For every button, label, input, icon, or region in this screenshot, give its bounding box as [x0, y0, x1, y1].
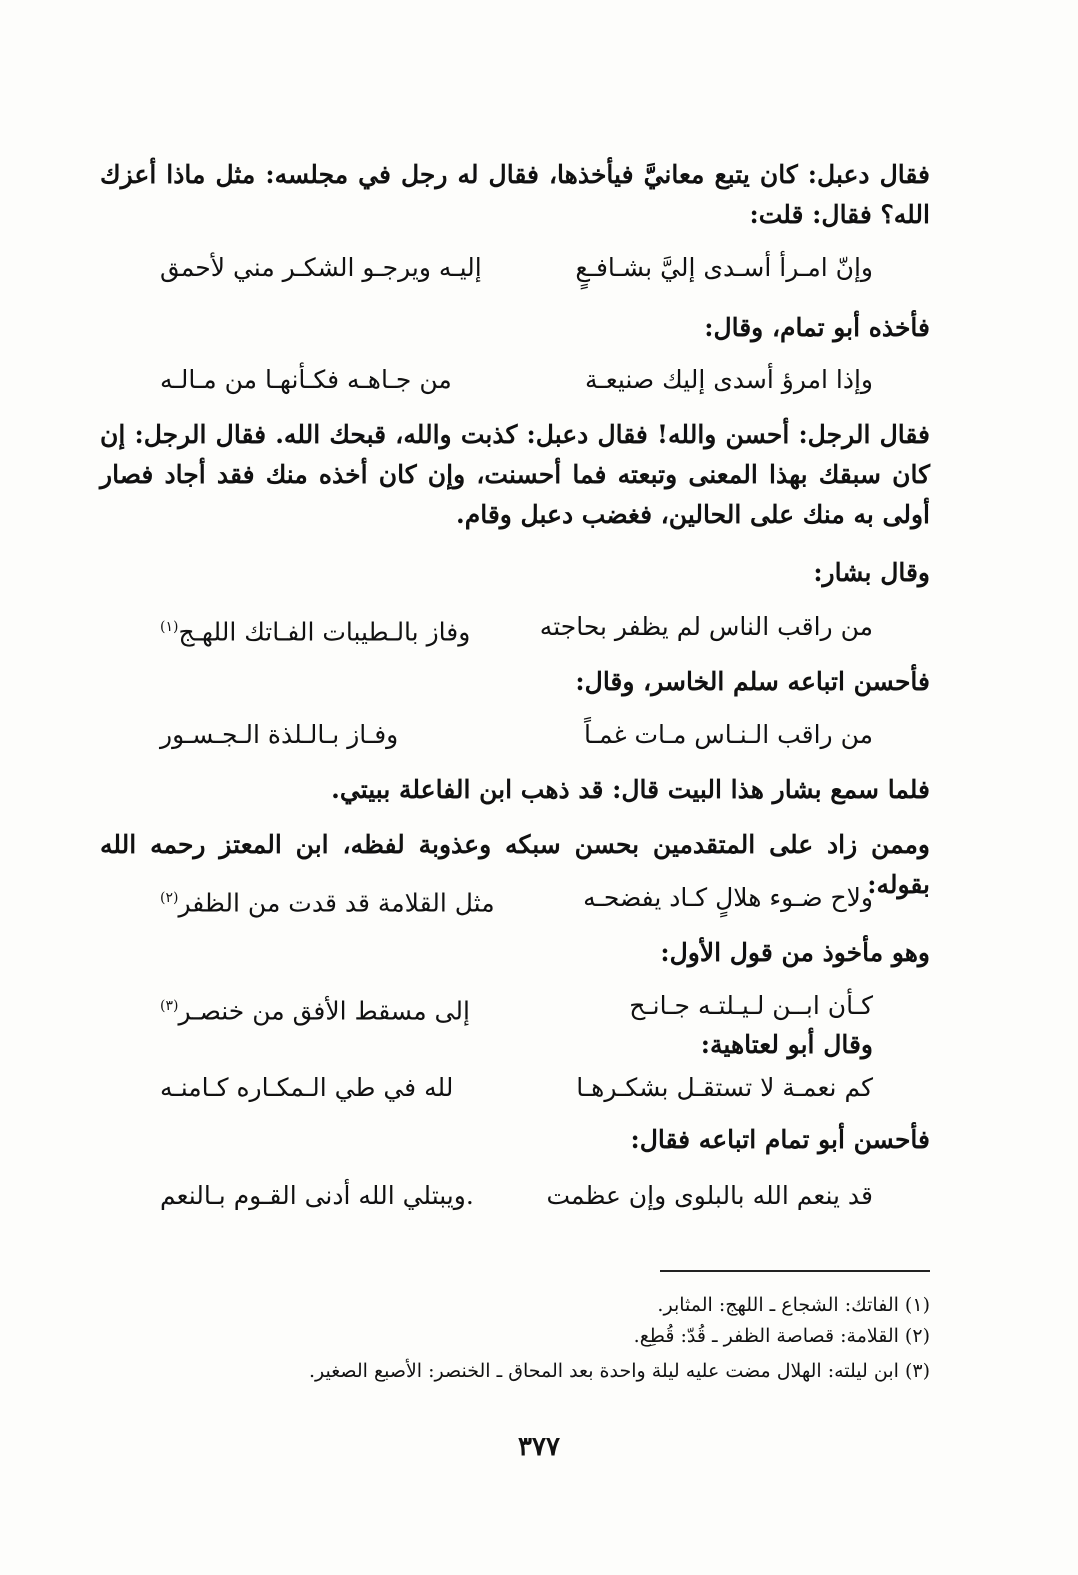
page-number: ٣٧٧	[518, 1432, 560, 1462]
paragraph: وقال أبو لعتاهية:	[700, 1030, 873, 1059]
paragraph: فأخذه أبو تمام، وقال:	[704, 313, 930, 342]
verse-second-hemistich: .ويبتلي الله أدنى القـوم بـالنعم	[160, 1181, 474, 1210]
verse-line	[160, 715, 873, 755]
paragraph: فقال دعبل: كان يتبع معانيَّ فيأخذها، فقال له رجل في مجلسه: مثل ماذا أعزك الله؟ فقال: قلت:	[100, 160, 930, 229]
verse-first-hemistich: وإنّ امـرأ أسـدى إليَّ بشـافـعٍ	[575, 253, 873, 282]
verse-second-hemistich: مثل القلامة قد قدت من الظفر$^{(٢)}$	[160, 888, 495, 918]
verse-first-hemistich: من راقب الناس لم يظفر بحاجته	[539, 612, 873, 641]
verse-line	[160, 878, 873, 918]
verse-line	[160, 248, 873, 288]
paragraph: فقال الرجل: أحسن والله! فقال دعبل: كذبت والله، قبحك الله. فقال الرجل: إن كان سبقك بهذا المعنى وتبعته فما أحسنت، وإن كان أخذه منك فقد أجاد فصار أولى به منك على الحالين، فغضب دعبل وقام.	[100, 420, 930, 529]
verse-second-hemistich: من جـاهـه فكـأنهـا من مـالـه	[160, 365, 452, 394]
verse-first-hemistich: من راقب الـنـاس مـات غمـاً	[584, 720, 873, 749]
verse-line	[160, 1068, 873, 1108]
verse-second-hemistich: وفاز بالـطيبات الفـاتك اللهـج$^{(١)}$	[160, 617, 471, 647]
paragraph: وممن زاد على المتقدمين بحسن سبكه وعذوبة لفظه، ابن المعتز رحمه الله بقوله:	[100, 830, 930, 899]
verse-second-hemistich: وفـاز بـالـلذة الـجـسـور	[160, 720, 399, 749]
verse-line	[160, 986, 873, 1026]
paragraph: فأحسن أبو تمام اتباعه فقال:	[630, 1125, 930, 1154]
footnote-ref: (٢)	[160, 890, 179, 906]
verse-line	[160, 360, 873, 400]
verse-second-hemistich: إلى مسقط الأفق من خنصـر$^{(٣)}$	[160, 996, 470, 1026]
paragraph: فأحسن اتباعه سلم الخاسر، وقال:	[575, 667, 930, 696]
footnote: (٢) القلامة: قصاصة الظفر ـ قُدّ: قُطِع.	[633, 1325, 930, 1347]
paragraph: فلما سمع بشار هذا البيت قال: قد ذهب ابن الفاعلة ببيتي.	[331, 775, 930, 804]
verse-second-hemistich: إليـه ويرجـو الشكـر مني لأحمق	[160, 253, 482, 282]
footnote-ref: (٣)	[160, 998, 179, 1014]
verse-first-hemistich: كـأن ابــن لـيـلتـه جـانـح	[629, 991, 873, 1020]
paragraph: وهو مأخوذ من قول الأول:	[660, 938, 930, 967]
verse-second-hemistich: لله في طي الـمكـاره كـامنـه	[160, 1073, 454, 1102]
verse-first-hemistich: كم نعمـة لا تستقـل بشكـرهـا	[576, 1073, 873, 1102]
verse-first-hemistich: وإذا امرؤ أسدى إليك صنيعـة	[585, 365, 873, 394]
verse-first-hemistich: ولاح ضـوء هلالٍ كـاد يفضحـه	[583, 883, 873, 912]
paragraph: وقال بشار:	[813, 558, 930, 587]
footnote-divider	[660, 1270, 930, 1272]
footnote: (٣) ابن ليلته: الهلال مضت عليه ليلة واحدة بعد المحاق ـ الخنصر: الأصبع الصغير.	[308, 1360, 930, 1382]
footnote-ref: (١)	[160, 619, 179, 635]
footnote: (١) الفاتك: الشجاع ـ اللهج: المثابر.	[657, 1294, 930, 1316]
verse-first-hemistich: قد ينعم الله بالبلوى وإن عظمت	[546, 1181, 873, 1210]
verse-line	[160, 607, 873, 647]
verse-line	[160, 1176, 873, 1216]
